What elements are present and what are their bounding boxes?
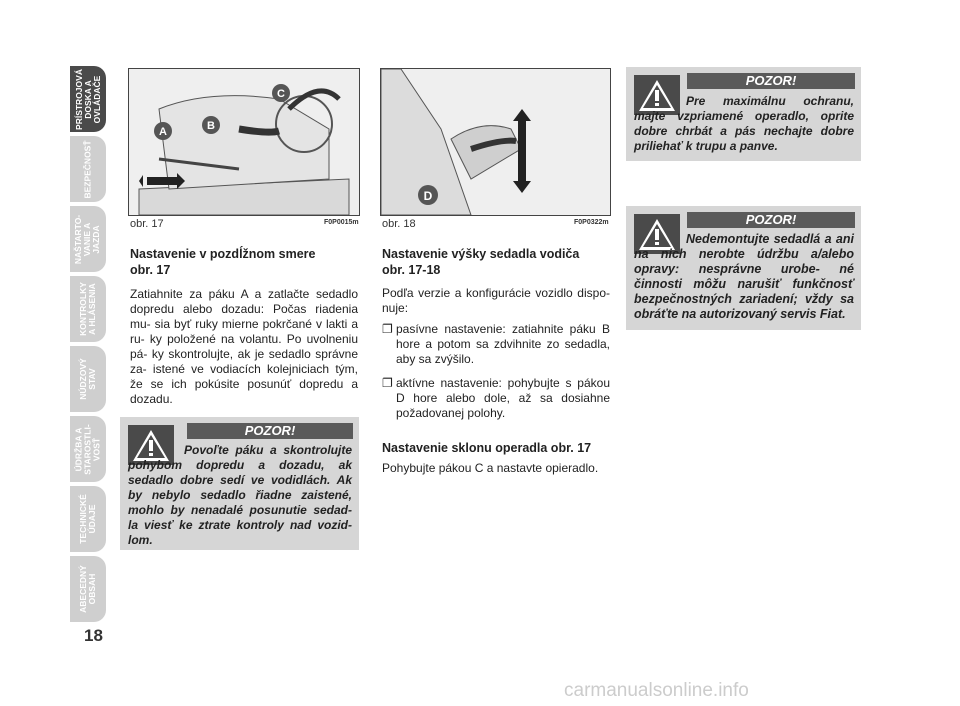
tab-kontrolky[interactable] <box>70 276 106 342</box>
figure-17-caption: obr. 17 <box>130 218 164 230</box>
paragraph-height-intro: Podľa verzie a konfigurácie vozidlo dispo- nuje: <box>382 286 610 315</box>
section-heading-longitudinal: Nastavenie v pozdĺžnom smere obr. 17 <box>130 247 316 277</box>
tab-nastartovanie[interactable] <box>70 206 106 272</box>
figure-18-caption: obr. 18 <box>382 218 416 230</box>
tab-abecedny-obsah[interactable] <box>70 556 106 622</box>
figure-17-seat-levers <box>128 68 360 216</box>
warning-title: POZOR! <box>687 73 855 89</box>
paragraph-backrest: Pohybujte pákou C a nastavte opieradlo. <box>382 461 599 475</box>
figure-18-height-lever <box>380 68 611 216</box>
tab-label: BEZPEČNOSŤ <box>82 139 93 199</box>
tab-udrzba[interactable] <box>70 416 106 482</box>
warning-text: Povoľte páku a skontrolujte pohybom dopredu a dozadu, ak sedadlo dobre sedí ve vodidlách. Ak by nebylo sedadlo řiadne zaistené, mohlo by nenadalé posunutie sedad- la viesť ke ztrate kontroly nad vozid- lom. <box>128 443 352 547</box>
bullet-text: aktívne nastavenie: pohybujte s pákou D hore alebo dole, až sa dosiahne požadovanej polohy. <box>396 376 610 420</box>
label-b: B <box>207 120 215 132</box>
warning-box-lever <box>120 417 359 550</box>
seat-height-illustration <box>381 69 610 215</box>
warning-title: POZOR! <box>687 212 855 228</box>
warning-title: POZOR! <box>187 423 353 439</box>
tab-pristrojova-doska[interactable] <box>70 66 106 132</box>
warning-text: Pre maximálnu ochranu, majte vzpriamené operadlo, oprite dobre chrbát a pás nechajte dobre priliehať k trupu a panve. <box>634 94 854 153</box>
tab-label: ÚDRŽBA A STAROSTLI- VOSŤ <box>73 423 102 475</box>
tab-label: NAŠTARTO- VANIE A JAZDA <box>73 214 102 264</box>
warning-text: Nedemontujte sedadlá a ani na nich nerobte údržbu a/alebo opravy: nesprávne urobe- né činnosti môžu narušiť funkčnosť bezpečnostných zariadení; vždy sa obráťte na autorizovaný servis Fiat. <box>634 232 854 321</box>
paragraph-longitudinal: Zatiahnite za páku A a zatlačte sedadlo dopredu alebo dozadu: Počas riadenia mu- sia byť ruky mierne pokrčané v lakti a ru- ky položené na volantu. Po uvolneniu pá- ky skontrolujte, ak je sedadlo správne za- istené ve vodiacích kolejniciach tým, že se ich pokúsite posunúť dopredu a dozadu. <box>130 287 358 406</box>
bullet-text: pasívne nastavenie: zatiahnite páku B hore a potom sa zdvihnite zo sedadla, aby sa zvýšilo. <box>396 322 610 366</box>
watermark-text: carmanualsonline.info <box>564 680 749 701</box>
tab-nudzovy-stav[interactable] <box>70 346 106 412</box>
label-a: A <box>159 126 167 138</box>
tab-technicke-udaje[interactable] <box>70 486 106 552</box>
tab-bezpecnost[interactable] <box>70 136 106 202</box>
tab-label: KONTROLKY A HLÁSENIA <box>78 282 97 336</box>
figure-17-code: F0P0015m <box>324 219 359 226</box>
page-number: 18 <box>84 626 103 645</box>
bullet-active <box>382 376 610 421</box>
seat-illustration <box>129 69 359 215</box>
label-c: C <box>277 88 285 100</box>
figure-18-code: F0P0322m <box>574 219 609 226</box>
section-heading-backrest: Nastavenie sklonu operadla obr. 17 <box>382 441 592 455</box>
checkbox-bullet-icon: ❐ <box>382 376 393 390</box>
label-d: D <box>423 189 433 203</box>
section-heading-height: Nastavenie výšky sedadla vodiča obr. 17-18 <box>382 247 580 277</box>
tab-label: TECHNICKÉ ÚDAJE <box>78 494 97 544</box>
warning-box-no-service <box>626 206 861 330</box>
chapter-sidebar <box>70 66 106 618</box>
tab-label: NÚDZOVÝ STAV <box>78 358 97 400</box>
warning-box-backrest <box>626 67 861 161</box>
tab-label: PRÍSTROJOVÁ DOSKA A OVLÁDAČE <box>73 68 102 130</box>
tab-label: ABECEDNÝ OBSAH <box>78 565 98 613</box>
bullet-passive <box>382 322 610 367</box>
checkbox-bullet-icon: ❐ <box>382 322 393 336</box>
